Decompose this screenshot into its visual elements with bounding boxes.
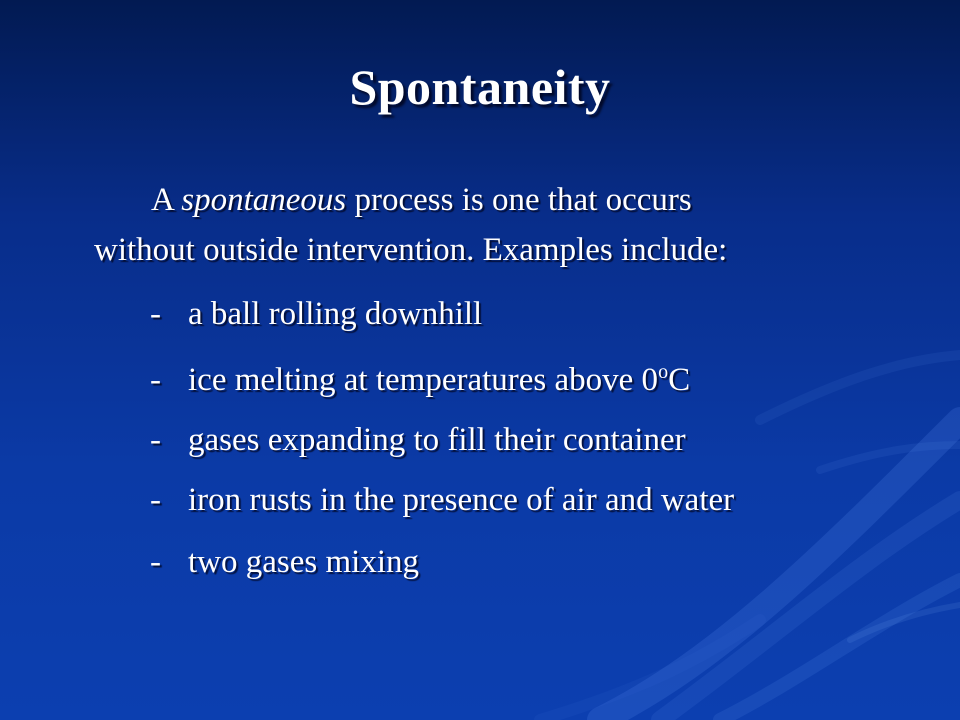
bullet-unit: C [668,362,691,398]
bullet-dash: - [150,422,161,458]
list-item [150,294,482,334]
bullet-dash: - [150,362,161,398]
bullet-text: two gases mixing [188,544,419,580]
intro-lead: A [151,182,174,218]
intro-emphasis-word: spontaneous [181,182,347,218]
intro-line-1-rest: process is one that occurs [354,182,692,218]
bullet-text: iron rusts in the presence of air and water [188,482,735,518]
bullet-text: ice melting at temperatures above 0 [188,362,659,398]
list-item [150,542,419,582]
list-item [150,360,690,400]
intro-line-1 [151,180,692,220]
list-item [150,480,734,520]
bullet-dash: - [150,482,161,518]
bullet-text: a ball rolling downhill [188,296,483,332]
slide-title: Spontaneity [349,59,611,115]
bullet-text: gases expanding to fill their container [188,422,686,458]
bullet-dash: - [150,296,161,332]
degree-superscript: o [658,361,669,383]
list-item [150,420,686,460]
intro-line-2: without outside intervention. Examples include: [94,232,728,268]
bullet-dash: - [150,544,161,580]
